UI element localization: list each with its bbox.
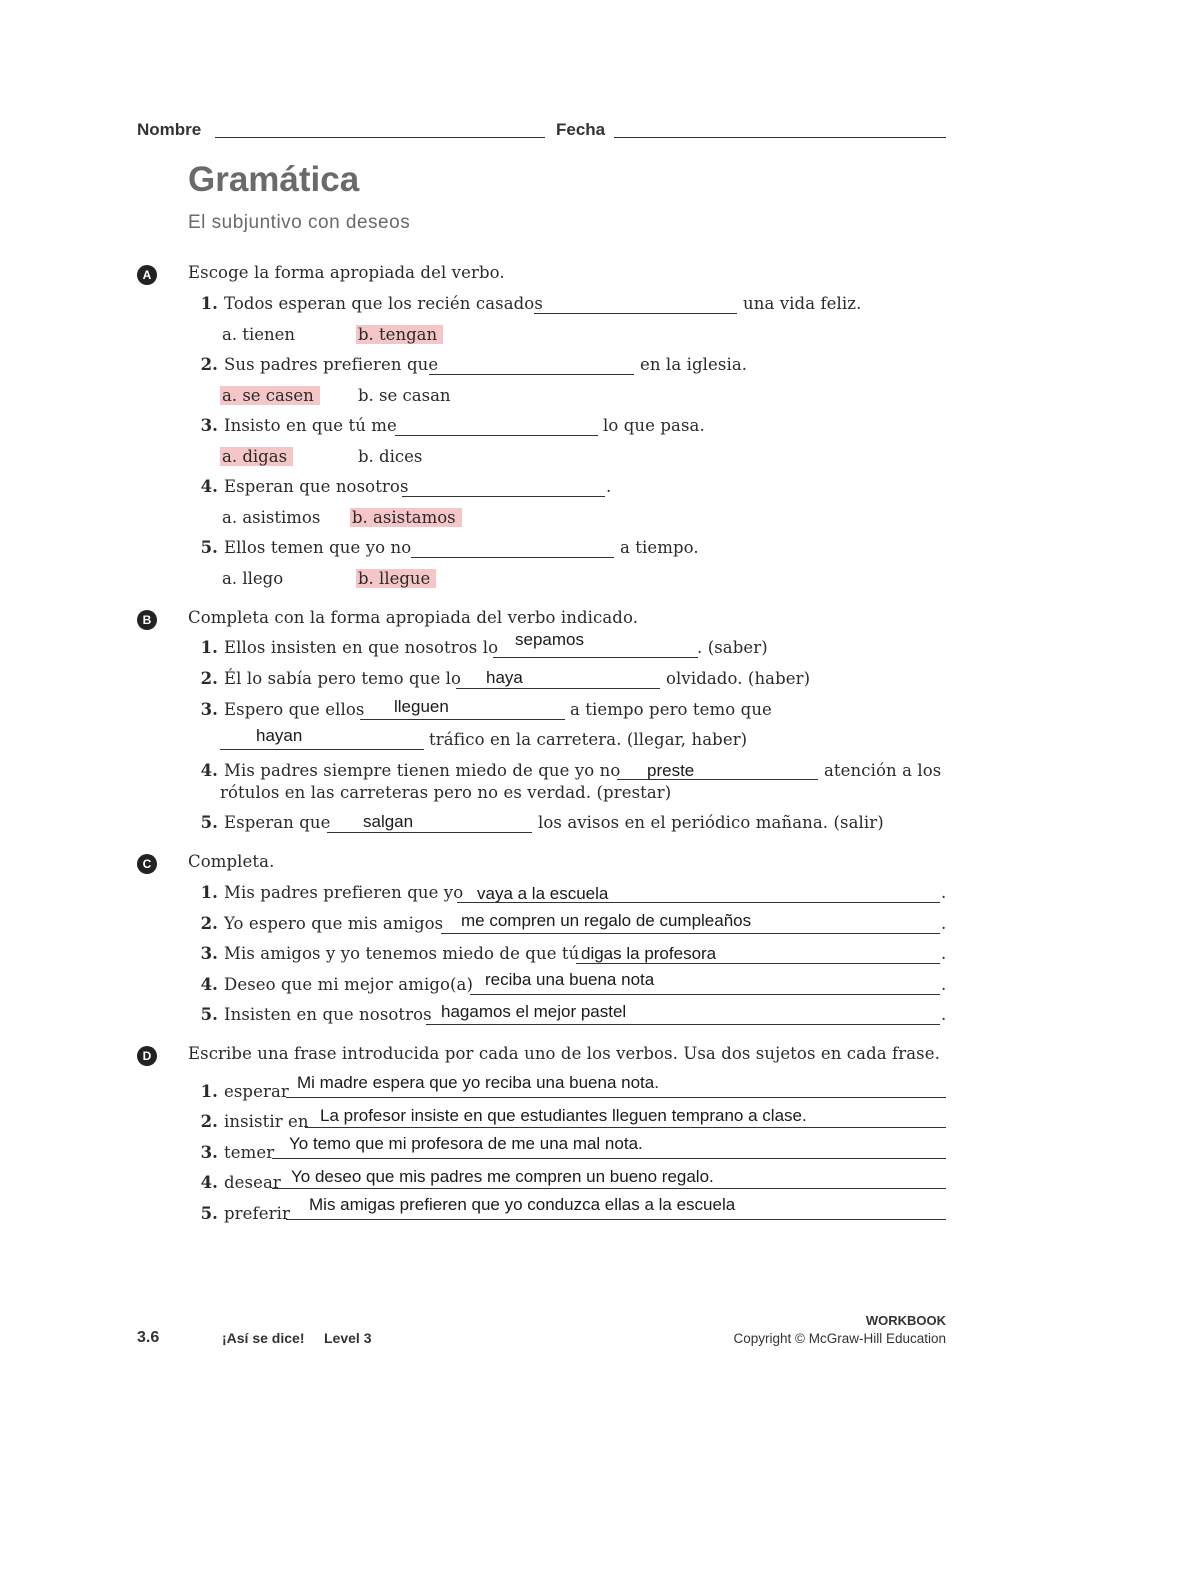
b3-after-2: tráfico en la carretera. (llegar, haber) xyxy=(429,730,748,749)
c4-after: . xyxy=(941,975,947,994)
a2-after: en la iglesia. xyxy=(640,355,748,374)
c1-question: 1. Mis padres prefieren que yo xyxy=(200,883,464,902)
a2-blank[interactable] xyxy=(429,374,634,375)
b5-blank[interactable] xyxy=(327,832,532,833)
a1-option-b-selected[interactable]: b. tengan xyxy=(356,325,443,344)
section-a-instruction: Escoge la forma apropiada del verbo. xyxy=(188,263,505,282)
a5-blank[interactable] xyxy=(411,557,614,558)
section-b-badge: B xyxy=(137,610,157,630)
c2-blank[interactable] xyxy=(441,933,940,934)
b1-answer[interactable]: sepamos xyxy=(515,630,584,649)
d5-verb: 5. preferir xyxy=(200,1204,290,1223)
a2-question: 2. Sus padres prefieren que xyxy=(200,355,439,374)
copyright: Copyright © McGraw-Hill Education xyxy=(733,1331,946,1346)
a4-question: 4. Esperan que nosotros xyxy=(200,477,409,496)
b2-after: olvidado. (haber) xyxy=(666,669,811,688)
c1-after: . xyxy=(941,883,947,902)
d1-blank[interactable] xyxy=(286,1097,946,1098)
b3-question: 3. Espero que ellos xyxy=(200,700,365,719)
a2-option-b[interactable]: b. se casan xyxy=(358,386,451,405)
c5-question: 5. Insisten en que nosotros xyxy=(200,1005,432,1024)
b1-question: 1. Ellos insisten en que nosotros lo xyxy=(200,638,499,657)
d4-answer[interactable]: Yo deseo que mis padres me compren un bueno regalo. xyxy=(291,1167,714,1186)
d4-verb: 4. desear xyxy=(200,1173,281,1192)
b4-line-2: rótulos en las carreteras pero no es verdad. (prestar) xyxy=(220,783,672,802)
section-c-badge: C xyxy=(137,854,157,874)
a3-option-a-selected[interactable]: a. digas xyxy=(220,447,293,466)
a4-option-b-selected[interactable]: b. asistamos xyxy=(350,508,462,527)
page-subtitle: El subjuntivo con deseos xyxy=(188,212,411,233)
book-title: ¡Así se dice! xyxy=(222,1330,305,1346)
d2-verb: 2. insistir en xyxy=(200,1112,309,1131)
b4-answer[interactable]: preste xyxy=(647,761,695,780)
d2-blank[interactable] xyxy=(305,1127,946,1128)
a4-blank[interactable] xyxy=(402,496,605,497)
b5-after: los avisos en el periódico mañana. (salir) xyxy=(538,813,884,832)
b5-answer[interactable]: salgan xyxy=(363,812,414,831)
a4-option-a[interactable]: a. asistimos xyxy=(222,508,321,527)
d3-answer[interactable]: Yo temo que mi profesora de me una mal nota. xyxy=(289,1134,643,1153)
b3-answer-1[interactable]: lleguen xyxy=(394,697,449,716)
a5-question: 5. Ellos temen que yo no xyxy=(200,538,412,557)
a4-after: . xyxy=(606,477,612,496)
c3-answer[interactable]: digas la profesora xyxy=(581,944,717,963)
b2-answer[interactable]: haya xyxy=(486,668,523,687)
b2-question: 2. Él lo sabía pero temo que lo xyxy=(200,669,462,688)
b5-question: 5. Esperan que xyxy=(200,813,331,832)
book-level: Level 3 xyxy=(324,1330,372,1346)
a3-blank[interactable] xyxy=(395,435,598,436)
c2-answer[interactable]: me compren un regalo de cumpleaños xyxy=(461,911,752,930)
a1-blank[interactable] xyxy=(534,313,737,314)
section-d-instruction: Escribe una frase introducida por cada uno de los verbos. Usa dos sujetos en cada frase. xyxy=(188,1044,940,1063)
a2-option-a-selected[interactable]: a. se casen xyxy=(220,386,320,405)
c5-answer[interactable]: hagamos el mejor pastel xyxy=(441,1002,627,1021)
d3-blank[interactable] xyxy=(272,1158,946,1159)
b3-answer-2[interactable]: hayan xyxy=(256,726,303,745)
nombre-label: Nombre xyxy=(137,120,202,139)
a3-option-b[interactable]: b. dices xyxy=(358,447,423,466)
d1-verb: 1. esperar xyxy=(200,1082,289,1101)
c1-answer[interactable]: vaya a la escuela xyxy=(477,884,609,903)
b3-blank-2[interactable] xyxy=(220,749,424,750)
section-b-instruction: Completa con la forma apropiada del verbo indicado. xyxy=(188,608,639,627)
a1-question: 1. Todos esperan que los recién casados xyxy=(200,294,543,313)
c3-question: 3. Mis amigos y yo tenemos miedo de que tú xyxy=(200,944,580,963)
c4-question: 4. Deseo que mi mejor amigo(a) xyxy=(200,975,474,994)
b2-blank[interactable] xyxy=(456,688,660,689)
b3-blank-1[interactable] xyxy=(360,719,565,720)
d5-answer[interactable]: Mis amigas prefieren que yo conduzca ellas a la escuela xyxy=(309,1195,736,1214)
c5-blank[interactable] xyxy=(426,1024,940,1025)
workbook-label: WORKBOOK xyxy=(865,1313,946,1328)
a5-option-b-selected[interactable]: b. llegue xyxy=(356,569,436,588)
a5-after: a tiempo. xyxy=(620,538,699,557)
c4-blank[interactable] xyxy=(470,994,940,995)
b4-after: atención a los xyxy=(824,761,942,780)
c5-after: . xyxy=(941,1005,947,1024)
d2-answer[interactable]: La profesor insiste en que estudiantes lleguen temprano a clase. xyxy=(320,1106,807,1125)
a3-question: 3. Insisto en que tú me xyxy=(200,416,397,435)
page-title: Gramática xyxy=(188,160,360,199)
section-c-instruction: Completa. xyxy=(188,852,275,871)
d4-blank[interactable] xyxy=(272,1188,946,1189)
a1-after: una vida feliz. xyxy=(743,294,862,313)
b4-question: 4. Mis padres siempre tienen miedo de que yo no xyxy=(200,761,621,780)
d1-answer[interactable]: Mi madre espera que yo reciba una buena nota. xyxy=(297,1073,659,1092)
b1-blank[interactable] xyxy=(493,657,698,658)
section-a-badge: A xyxy=(137,265,157,285)
fecha-field-line[interactable] xyxy=(614,137,946,138)
a1-option-a[interactable]: a. tienen xyxy=(222,325,296,344)
a3-after: lo que pasa. xyxy=(603,416,705,435)
fecha-label: Fecha xyxy=(556,120,606,139)
b3-after: a tiempo pero temo que xyxy=(570,700,772,719)
section-d-badge: D xyxy=(137,1046,157,1066)
c4-answer[interactable]: reciba una buena nota xyxy=(485,970,655,989)
d3-verb: 3. temer xyxy=(200,1143,275,1162)
c3-after: . xyxy=(941,944,947,963)
d5-blank[interactable] xyxy=(286,1219,946,1220)
nombre-field-line[interactable] xyxy=(215,137,545,138)
c2-after: . xyxy=(941,914,947,933)
a5-option-a[interactable]: a. llego xyxy=(222,569,284,588)
page-number: 3.6 xyxy=(137,1329,160,1346)
c2-question: 2. Yo espero que mis amigos xyxy=(200,914,444,933)
b1-after: . (saber) xyxy=(697,638,768,657)
